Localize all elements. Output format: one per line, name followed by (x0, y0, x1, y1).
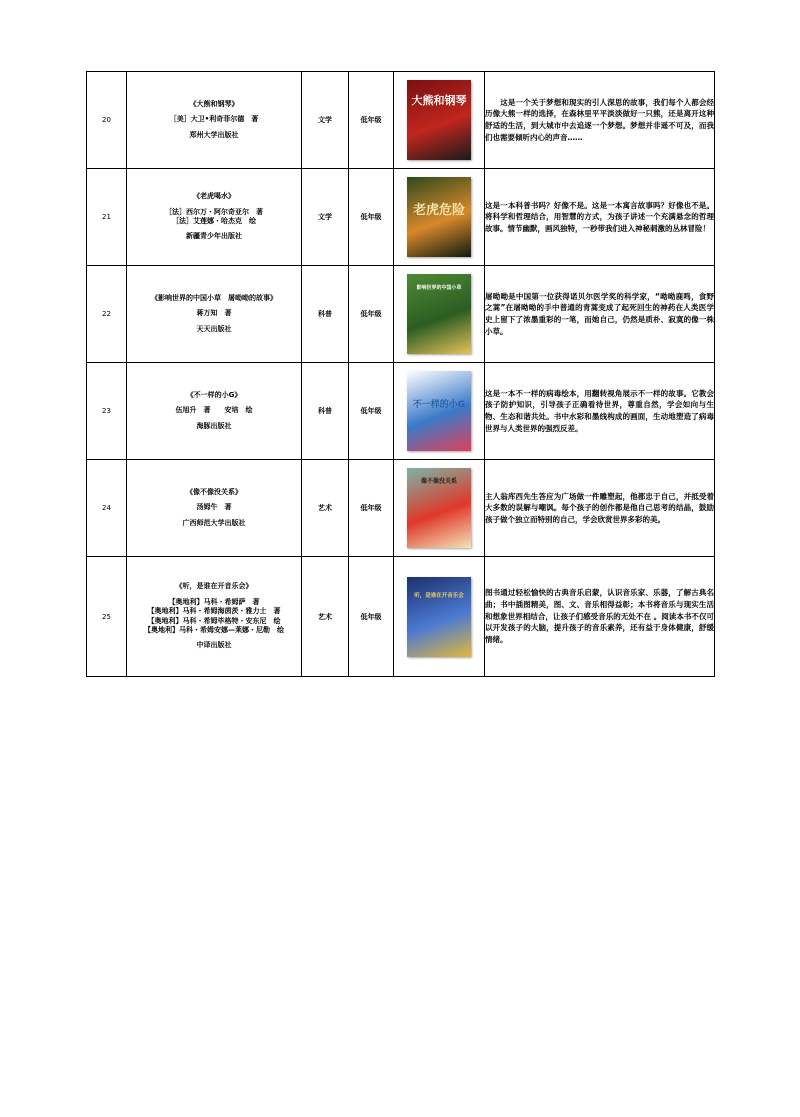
book-authors (127, 115, 301, 124)
row-number: 23 (87, 363, 127, 460)
book-authors (127, 598, 301, 636)
book-grade: 低年级 (349, 169, 394, 266)
book-cover-title: 像不像没关系 (420, 478, 457, 485)
book-author-line: ［美］大卫•利奇菲尔德 著 (169, 115, 259, 124)
book-publisher: 新疆青少年出版社 (186, 232, 242, 241)
book-title: 《大熊和钢琴》 (189, 99, 239, 108)
book-cover-title: 听，是谁在开音乐会 (414, 592, 464, 599)
book-info (127, 363, 302, 460)
row-number: 21 (87, 169, 127, 266)
table-row (87, 169, 715, 266)
book-info (127, 72, 302, 169)
book-cover-image (407, 274, 471, 354)
book-publisher: 海豚出版社 (196, 421, 232, 430)
book-cover-image (407, 177, 471, 257)
table-row (87, 460, 715, 557)
book-category: 文学 (302, 169, 349, 266)
book-info (127, 266, 302, 363)
book-author-line: ［法］西尔万・阿尔奇亚尔 著 (165, 207, 263, 216)
book-cover-cell (394, 460, 485, 557)
book-cover-cell (394, 363, 485, 460)
book-info (127, 169, 302, 266)
book-publisher: 郑州大学出版社 (189, 130, 239, 139)
table-row (87, 363, 715, 460)
book-description: 这是一本科普书吗？好像不是。这是一本寓言故事吗？好像也不是。将科学和哲理结合，用智慧的方式，为孩子讲述一个充满悬念的哲理故事。情节幽默，画风独特，一秒带我们进入神秘刺激的丛林冒险！ (485, 169, 715, 266)
book-description: 这是一本不一样的病毒绘本，用翻转视角展示不一样的故事。它教会孩子防护知识，引导孩子正确看待世界，尊重自然，学会如向与生物、生态和谐共处。书中水彩和墨线构成的画面，生动地塑造了病毒世界与人类世界的强烈反差。 (485, 363, 715, 460)
book-cover-cell (394, 266, 485, 363)
book-list-table (86, 71, 715, 677)
book-info (127, 460, 302, 557)
book-category: 文学 (302, 72, 349, 169)
book-cover-cell (394, 72, 485, 169)
book-description: 这是一个关于梦想和现实的引人深思的故事，我们每个人都会经历像大熊一样的选择，在森林里平平淡淡做好一只熊，还是离开这种舒适的生活，到大城市中去追逐一个梦想。梦想并非遥不可及，而我们也需要倾听内心的声音…… (485, 72, 715, 169)
book-category: 艺术 (302, 557, 349, 677)
book-cover-image (407, 80, 471, 160)
book-grade: 低年级 (349, 557, 394, 677)
book-author-line: 【奥地利】马科・希姆安娜—莱娜・尼勒 绘 (144, 625, 284, 634)
book-info (127, 557, 302, 677)
book-grade: 低年级 (349, 72, 394, 169)
book-title: 《不一样的小G》 (186, 390, 242, 399)
book-cover-title: 影响世界的中国小草 (416, 285, 462, 291)
book-authors (127, 309, 301, 318)
book-title: 《老虎喝水》 (193, 192, 235, 201)
book-title: 《像不像没关系》 (186, 487, 242, 496)
book-grade: 低年级 (349, 266, 394, 363)
book-author-line: 【奥地利】马科・希姆海茵茨・雅力士 著 (147, 607, 281, 616)
book-author-line: 蒋万知 著 (196, 309, 232, 318)
book-rows (87, 72, 715, 677)
row-number: 20 (87, 72, 127, 169)
book-cover-image (407, 577, 471, 657)
book-cover-title: 大熊和钢琴 (411, 94, 467, 107)
book-publisher: 天天出版社 (196, 324, 232, 333)
book-author-line: 伍旭升 著 安培 绘 (175, 406, 253, 415)
book-category: 科普 (302, 266, 349, 363)
book-title: 《听，是谁在开音乐会》 (175, 582, 253, 591)
book-cover-cell (394, 557, 485, 677)
book-publisher: 广西师范大学出版社 (182, 518, 246, 527)
book-authors (127, 208, 301, 227)
book-category: 艺术 (302, 460, 349, 557)
book-description: 图书通过轻松愉快的古典音乐启蒙，认识音乐家、乐器，了解古典名曲；书中插图精美，图、文、音乐相得益彰；本书将音乐与现实生活和想象世界相结合，让孩子们感受音乐的无处不在 。阅读本书不仅可以开发孩子的大脑，提升孩子的音乐素养，还有益于身体健康，舒缓情绪。 (485, 557, 715, 677)
book-grade: 低年级 (349, 460, 394, 557)
book-cover-image (407, 468, 471, 548)
book-cover-image (407, 371, 471, 451)
book-title: 《影响世界的中国小草 屠呦呦的故事》 (151, 293, 277, 302)
book-grade: 低年级 (349, 363, 394, 460)
book-description: 屠呦呦是中国第一位获得诺贝尔医学奖的科学家，“呦呦鹿鸣，食野之蒿”在屠呦呦的手中普通的青蒿变成了起死回生的神药在人类医学史上留下了浓墨重彩的一笔，而她自己，仍然是质朴、寂寞的像一株小草。 (485, 266, 715, 363)
table-row (87, 266, 715, 363)
book-authors (127, 503, 301, 512)
book-description: 主人翁库西先生答应为广场做一件雕塑起，他都忠于自己，并抵受着大多数的误解与嘲讽。每个孩子的创作都是他自己思考的结晶，鼓励孩子做个独立而特别的自己，学会欣赏世界多彩的美。 (485, 460, 715, 557)
book-cover-cell (394, 169, 485, 266)
book-cover-title: 老虎危险 (412, 203, 465, 218)
table-row (87, 72, 715, 169)
book-category: 科普 (302, 363, 349, 460)
book-author-line: 汤姆牛 著 (196, 503, 232, 512)
book-author-line: 【奥地利】马科・希姆毕格特・安东尼 绘 (147, 616, 281, 625)
book-author-line: 【奥地利】马科・希姆萨 著 (168, 597, 260, 606)
book-authors (127, 406, 301, 415)
book-cover-title: 不一样的小G (412, 400, 466, 410)
book-publisher: 中译出版社 (196, 641, 232, 650)
row-number: 24 (87, 460, 127, 557)
table-row (87, 557, 715, 677)
book-author-line: ［法］艾莲娜・哈杰克 绘 (172, 217, 256, 225)
row-number: 22 (87, 266, 127, 363)
row-number: 25 (87, 557, 127, 677)
